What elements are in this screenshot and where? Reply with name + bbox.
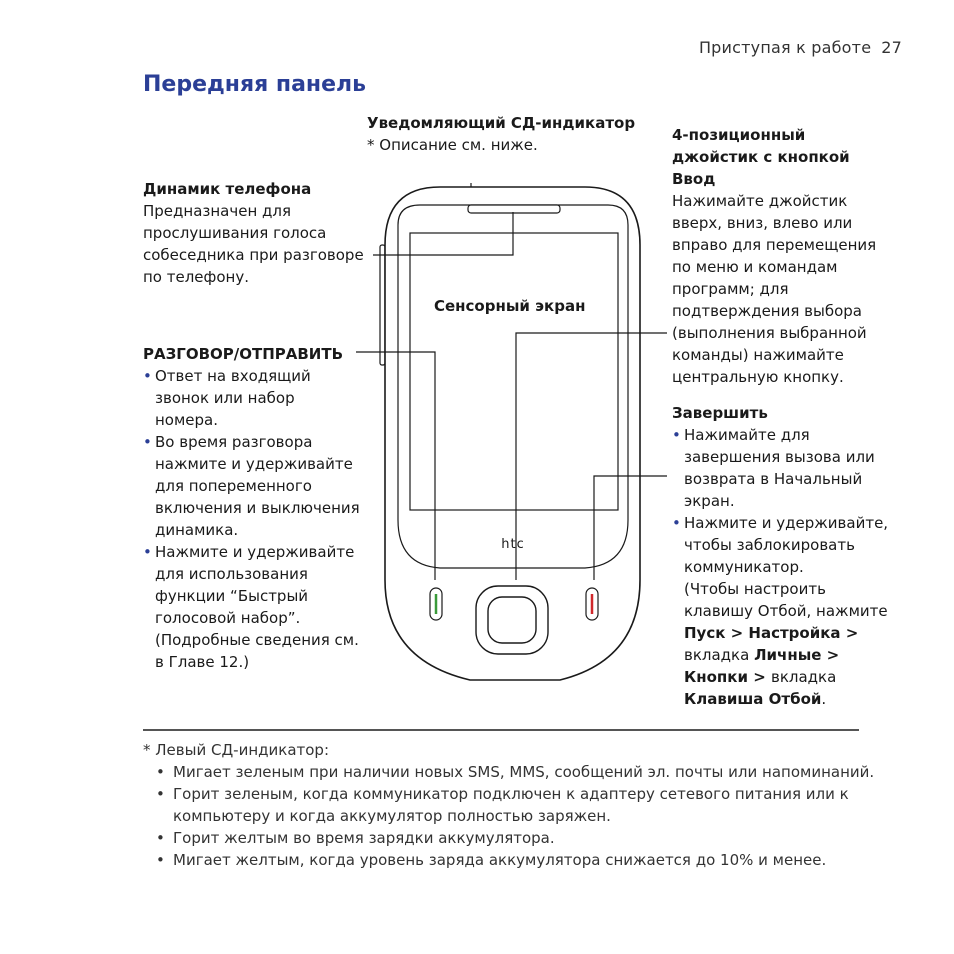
start-menu-ref: Пуск (684, 624, 726, 642)
tab-word: вкладка (684, 646, 755, 664)
text-line: для попеременного (155, 477, 312, 495)
talk-bullet (143, 541, 373, 673)
text-line: экран. (684, 492, 735, 510)
talk-bullet (143, 431, 373, 541)
text-line: чтобы заблокировать (684, 536, 855, 554)
page-title: Передняя панель (143, 72, 367, 97)
text-line (684, 688, 912, 710)
footnote-item: • Мигает желтым, когда уровень заряда аккумулятора снижается до 10% и менее. (143, 849, 883, 871)
text-line: • Нажмите и удерживайте (155, 543, 355, 561)
personal-ref: Личные (754, 646, 822, 664)
speaker-line: собеседника при разговоре (143, 246, 364, 264)
text-line: голосовой набор”. (155, 609, 301, 627)
text-line: программ; для (672, 280, 789, 298)
led-desc: * Описание см. ниже. (367, 136, 538, 154)
separator: > (747, 668, 771, 686)
text-line: функции “Быстрый (155, 587, 309, 605)
end-key-ref: Клавиша Отбой (684, 690, 822, 708)
touch-screen (410, 233, 618, 510)
talk-title: РАЗГОВОР/ОТПРАВИТЬ (143, 345, 344, 363)
text-line: завершения вызова или (684, 448, 875, 466)
text-line: подтверждения выбора (672, 302, 862, 320)
text-line: • Во время разговора (155, 433, 313, 451)
text-line: звонок или набор (155, 389, 295, 407)
period: . (821, 690, 827, 708)
text-line: номера. (155, 411, 219, 429)
joystick-title: Ввод (672, 170, 716, 188)
text-line: • Нажмите и удерживайте, (684, 514, 889, 532)
joystick-title: 4-позиционный (672, 126, 806, 144)
text-line: для использования (155, 565, 308, 583)
screen-label: Сенсорный экран (434, 297, 586, 315)
speaker-line: Предназначен для (143, 202, 292, 220)
footnote-item: • Горит желтым во время зарядки аккумулятора. (143, 827, 883, 849)
footnote-item: • Горит зеленым, когда коммуникатор подключен к адаптеру сетевого питания или к компьютеру и когда аккумулятор полностью заряжен. (143, 783, 883, 827)
speaker-line: по телефону. (143, 268, 249, 286)
joystick-title: джойстик с кнопкой (672, 148, 850, 166)
text-line: в Главе 12.) (155, 653, 250, 671)
text-line: • Ответ на входящий (155, 367, 311, 385)
text-line: центральную кнопку. (672, 368, 844, 386)
speaker-slot (468, 205, 560, 213)
text-line: вверх, вниз, влево или (672, 214, 853, 232)
text-line: коммуникатор. (684, 558, 804, 576)
end-bullet (672, 512, 912, 710)
end-title: Завершить (672, 404, 768, 422)
speaker-callout (143, 178, 364, 288)
text-line: динамика. (155, 521, 239, 539)
footnote (143, 739, 883, 871)
divider (143, 729, 859, 731)
buttons-ref: Кнопки (684, 668, 748, 686)
page-number: 27 (881, 38, 902, 57)
text-line: клавишу Отбой, нажмите (684, 602, 888, 620)
talk-callout (143, 343, 373, 673)
speaker-line: прослушивания голоса (143, 224, 327, 242)
led-title: Уведомляющий СД-индикатор (367, 114, 636, 132)
text-line: (Подробные сведения см. (155, 631, 359, 649)
text-line (684, 622, 912, 644)
led-callout (367, 112, 635, 156)
footnote-item: • Мигает зеленым при наличии новых SMS, MMS, сообщений эл. почты или напоминаний. (143, 761, 883, 783)
settings-ref: Настройка (748, 624, 841, 642)
text-line: • Нажимайте для (684, 426, 810, 444)
text-line: возврата в Начальный (684, 470, 863, 488)
text-line: нажмите и удерживайте (155, 455, 353, 473)
text-line: команды) нажимайте (672, 346, 844, 364)
text-line: включения и выключения (155, 499, 360, 517)
section-title: Приступая к работе (698, 38, 872, 57)
tab-word: вкладка (771, 668, 837, 686)
speaker-title: Динамик телефона (143, 180, 312, 198)
text-line: вправо для перемещения (672, 236, 877, 254)
joystick-callout (672, 124, 912, 388)
text-line: (выполнения выбранной (672, 324, 867, 342)
talk-bullet (143, 365, 373, 431)
text-line: по меню и командам (672, 258, 838, 276)
text-line: Нажимайте джойстик (672, 192, 848, 210)
end-bullet (672, 424, 912, 512)
brand-logo: htc (501, 537, 525, 552)
text-line: (Чтобы настроить (684, 580, 826, 598)
text-line (684, 666, 912, 688)
end-callout (672, 402, 912, 710)
separator: > (840, 624, 859, 642)
text-line (684, 644, 912, 666)
footnote-title: * Левый СД-индикатор: (143, 741, 329, 759)
separator: > (725, 624, 749, 642)
joystick-center (488, 597, 536, 643)
separator: > (821, 646, 840, 664)
